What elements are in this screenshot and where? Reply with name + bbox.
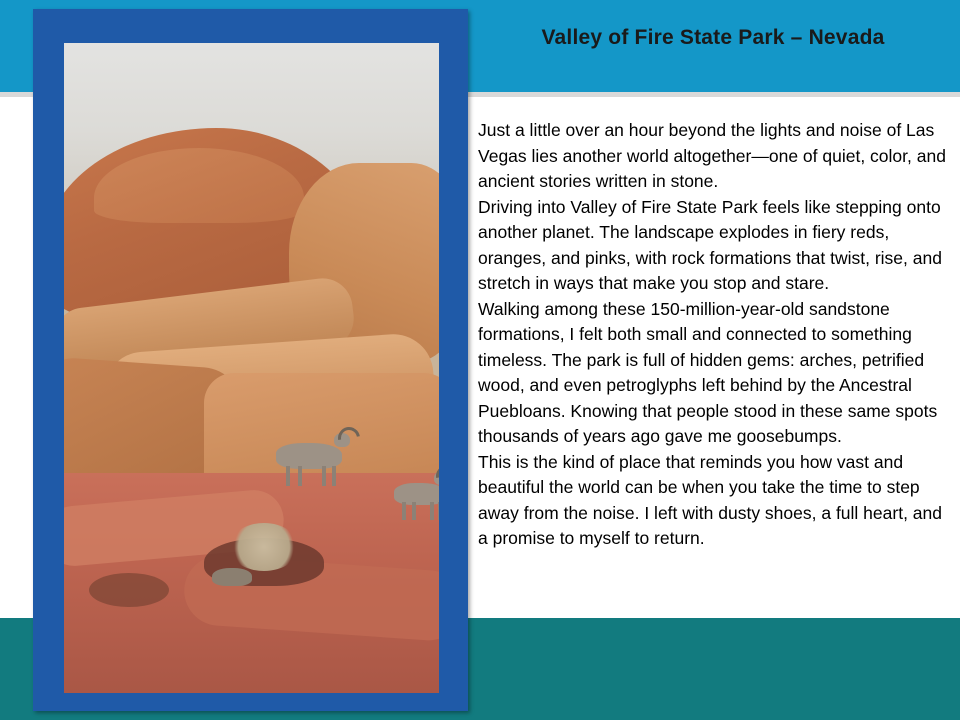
photo-bighorn-sheep-3 (212, 568, 252, 586)
photo-bighorn-sheep-1 (276, 443, 342, 469)
photo-desert-shrub (229, 523, 299, 571)
page-title: Valley of Fire State Park – Nevada (541, 26, 885, 49)
article-body (478, 118, 948, 552)
body-paragraph-3: Walking among these 150-million-year-old sandstone formations, I felt both small and connected to something timeless. The park is full of hidden gems: arches, petrified wood, and even petroglyphs left behind by the Ancestral Puebloans. Knowing that people stood in these same spots thousands of years ago gave me goosebumps. (478, 298, 938, 446)
body-paragraph-1: Just a little over an hour beyond the lights and noise of Las Vegas lies another world altogether—one of quiet, color, and ancient stories written in stone. (478, 120, 946, 191)
body-paragraph-4: This is the kind of place that reminds you how vast and beautiful the world can be when you take the time to step away from the noise. I left with dusty shoes, a full heart, and a promise to myself to return. (478, 451, 942, 548)
body-paragraph-2: Driving into Valley of Fire State Park feels like stepping onto another planet. The landscape explodes in fiery reds, oranges, and pinks, with rock formations that twist, rise, and stretch in ways that make you stop and stare. (478, 196, 942, 293)
picture-frame (33, 9, 468, 711)
photo-foreground-hollow-2 (89, 573, 169, 607)
photo-bighorn-sheep-2 (394, 483, 439, 505)
photo-image (64, 43, 439, 693)
